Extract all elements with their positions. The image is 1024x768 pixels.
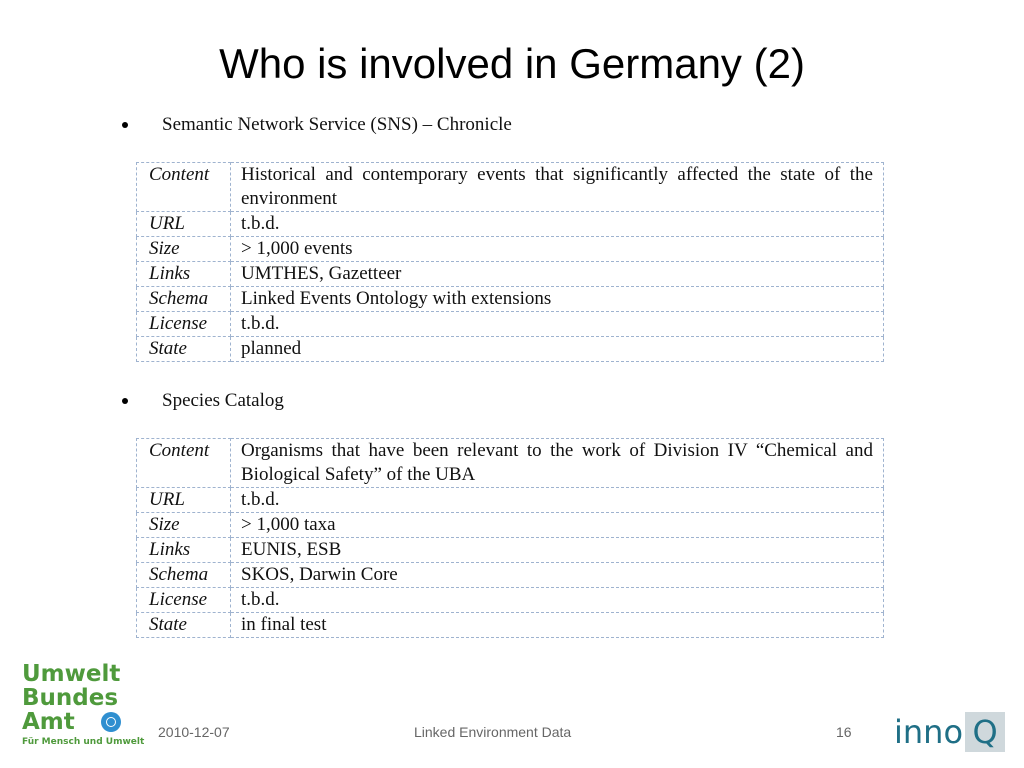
table-row	[137, 513, 884, 538]
un-emblem-icon	[101, 712, 121, 732]
table-row	[137, 488, 884, 513]
bullet-dot-icon	[122, 398, 128, 404]
logo-tagline: Für Mensch und Umwelt	[22, 737, 145, 747]
row-key: License	[137, 588, 231, 613]
innoq-logo	[894, 712, 1005, 752]
row-value: SKOS, Darwin Core	[231, 563, 884, 588]
bullet-sns-chronicle	[120, 114, 512, 136]
table-row	[137, 613, 884, 638]
footer-date: 2010-12-07	[158, 724, 230, 740]
row-key: Content	[137, 163, 231, 212]
row-value: Organisms that have been relevant to the work of Division IV “Chemical and Biological Safety” of the UBA	[231, 439, 884, 488]
row-key: Links	[137, 262, 231, 287]
row-key: Size	[137, 237, 231, 262]
logo-word-amt: Amt	[22, 709, 75, 735]
row-value: Linked Events Ontology with extensions	[231, 287, 884, 312]
row-value: > 1,000 events	[231, 237, 884, 262]
species-catalog-table	[136, 438, 884, 638]
row-key: Links	[137, 538, 231, 563]
table-row	[137, 262, 884, 287]
innoq-logo-text: inno	[894, 713, 964, 751]
row-value: planned	[231, 337, 884, 362]
umweltbundesamt-logo	[22, 661, 145, 747]
row-key: Schema	[137, 563, 231, 588]
row-value: in final test	[231, 613, 884, 638]
table-row	[137, 538, 884, 563]
row-key: Size	[137, 513, 231, 538]
row-key: State	[137, 337, 231, 362]
row-value: UMTHES, Gazetteer	[231, 262, 884, 287]
logo-word-bundes: Bundes	[22, 685, 119, 711]
row-key: State	[137, 613, 231, 638]
table-row	[137, 212, 884, 237]
table-row	[137, 563, 884, 588]
row-value: t.b.d.	[231, 212, 884, 237]
table-row	[137, 312, 884, 337]
row-value: t.b.d.	[231, 312, 884, 337]
bullet-species-catalog	[120, 390, 284, 412]
logo-amt-row	[22, 710, 132, 734]
row-key: Content	[137, 439, 231, 488]
slide-title: Who is involved in Germany (2)	[219, 40, 805, 87]
row-value: EUNIS, ESB	[231, 538, 884, 563]
table-row	[137, 163, 884, 212]
row-key: URL	[137, 488, 231, 513]
table-row	[137, 237, 884, 262]
bullet-dot-icon	[122, 122, 128, 128]
row-key: License	[137, 312, 231, 337]
innoq-logo-q: Q	[965, 712, 1005, 752]
row-key: Schema	[137, 287, 231, 312]
row-value: Historical and contemporary events that significantly affected the state of the environment	[231, 163, 884, 212]
bullet-label: Species Catalog	[162, 390, 284, 411]
logo-word-umwelt: Umwelt	[22, 661, 121, 687]
table-row	[137, 588, 884, 613]
page-number: 16	[836, 724, 852, 740]
table-row	[137, 337, 884, 362]
sns-chronicle-table	[136, 162, 884, 362]
table-row	[137, 287, 884, 312]
row-value: t.b.d.	[231, 488, 884, 513]
row-key: URL	[137, 212, 231, 237]
table-row	[137, 439, 884, 488]
row-value: t.b.d.	[231, 588, 884, 613]
bullet-label: Semantic Network Service (SNS) – Chronicle	[162, 114, 512, 135]
footer-title: Linked Environment Data	[414, 724, 572, 740]
row-value: > 1,000 taxa	[231, 513, 884, 538]
